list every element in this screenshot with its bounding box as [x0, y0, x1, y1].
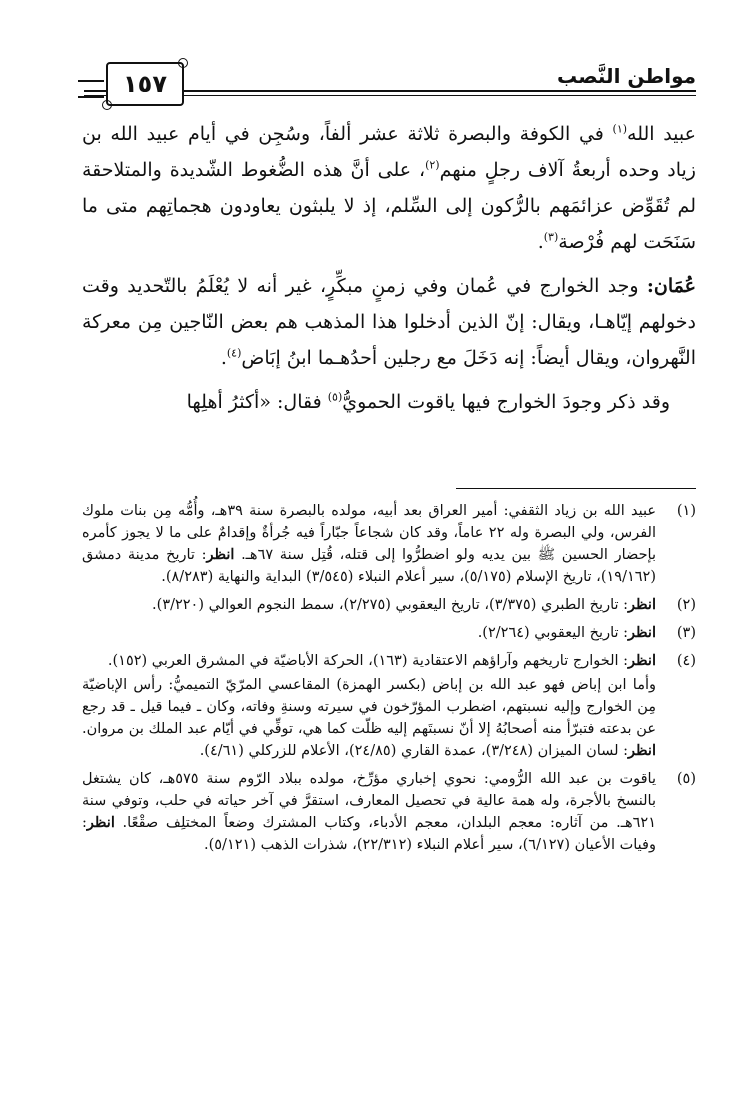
footnote-body	[82, 622, 656, 644]
text: : الخوارج تاريخهم وآراؤهم الاعتقادية (١٦٣)، الحركة الأباضيّة في المشرق العربي (١٥٢).	[107, 653, 629, 669]
footnote-line	[82, 650, 656, 672]
text: في الكوفة والبصرة ثلاثة عشر ألفاً، وسُجِن في أيام عبيد الله بن زياد وحده أربعةُ آلاف رجلٍ منهم	[82, 123, 696, 181]
text: عبيد الله بن زياد الثقفي: أمير العراق بعد أبيه، مولده بالبصرة سنة ٣٩هـ، وأُمُّه مِن بنات ملوك الفرس، ولي البصرة وله ٢٢ عاماً، وقد كان شجاعاً جبّاراً فيه جُرأةٌ وإقدامٌ على ما لا يجوز كأمره بإحضار الحسين ﷺ بين يديه ولو اضطرُّوا إلى قتله، قُتِل سنة ٦٧هـ.	[82, 503, 656, 563]
anzur-label: انظر	[628, 742, 656, 759]
section-label-oman: عُمَان:	[646, 275, 696, 297]
text: : تاريخ اليعقوبي (٢/٢٦٤).	[477, 625, 629, 641]
running-title: مواطن النَّصب	[547, 62, 696, 90]
anzur-label: انظر	[628, 596, 656, 613]
text: .	[220, 347, 227, 369]
footnote-ref-1: (١)	[612, 122, 628, 136]
footnote-body	[82, 650, 656, 762]
footnote-ref-4: (٤)	[226, 346, 242, 360]
footnote-number: (١)	[676, 503, 696, 519]
footnote-body	[82, 768, 656, 856]
text: ، على أنَّ هذه الضُّغوط الشّديدة والمتلاحقة لم تُقَوِّض عزائمَهم بالرُّكون إلى السِّلم، إذ لا يلبثون يعاودون هجماتِهم متى ما سَنَحَت لهم فُرْصة	[82, 159, 696, 253]
footnote-2	[82, 594, 696, 616]
text: عبيد الله	[627, 123, 696, 145]
text: : تاريخ الطبري (٣/٣٧٥)، تاريخ اليعقوبي (٢/٢٧٥)، سمط النجوم العوالي (٣/٢٢٠).	[152, 597, 629, 613]
footnote-separator	[456, 488, 696, 489]
text: فقال: «أكثرُ أهلِها	[186, 391, 328, 413]
footnote-subparagraph	[82, 674, 656, 762]
text: ياقوت بن عبد الله الرُّومي: نحوي إخباري مؤرِّخ، مولده ببلاد الرّوم سنة ٥٧٥هـ، كان يشتغل بالنسخ بالأجرة، وله همة عالية في تحصيل المعارف، استقرَّ في آخر حياته في حلب، وتوفي سنة ٦٢١هـ. من آثاره: معجم البلدان، معجم الأدباء، وكتاب المشترك وضعاً المختلِف صقْعًا.	[82, 771, 656, 831]
footnote-ref-3: (٣)	[543, 230, 559, 244]
anzur-label: انظر	[628, 652, 656, 669]
footnotes	[82, 500, 696, 862]
main-text	[82, 116, 696, 428]
footnote-body	[82, 500, 656, 588]
footnote-1	[82, 500, 696, 588]
footnote-number: (٢)	[676, 597, 696, 613]
footnote-4	[82, 650, 696, 762]
footnote-body	[82, 594, 656, 616]
text: وأما ابن إباض فهو عبد الله بن إباض (بكسر الهمزة) المقاعسي المرّيّ التميميُّ: رأس الإباضيّة مِن الخوارج وإليه نسبتهم، اضطرب المؤرّخون في سيرته وسنةِ وفاته، وكان ـ فيما قيل ـ قد رجع عن بدعته فتبرّأ منه أصحابُهُ إلا أنّ نسبتَهم إليه ظلّت كما هي، توفِّي في أيّام عبد الملك بن مروان.	[82, 677, 656, 737]
footnote-5	[82, 768, 696, 856]
page-header	[84, 62, 696, 106]
footnote-ref-5: (٥)	[327, 390, 343, 404]
anzur-label: انظر	[206, 546, 235, 563]
text: : لسان الميزان (٣/٢٤٨)، عمدة القاري (٢٤/٨٥)، الأعلام للزركلي (٤/٦١).	[199, 743, 629, 759]
paragraph-2	[82, 268, 696, 376]
text: .	[537, 231, 544, 253]
footnote-ref-2: (٢)	[425, 158, 440, 172]
header-ornament-lines	[78, 80, 104, 98]
page-number: ١٥٧	[106, 62, 184, 106]
text: وقد ذكر وجودَ الخوارج فيها ياقوت الحمويُّ	[342, 391, 670, 413]
paragraph-3	[82, 384, 696, 420]
anzur-label: انظر	[628, 624, 656, 641]
footnote-number: (٣)	[676, 625, 696, 641]
text: وجد الخوارج في عُمان وفي زمنٍ مبكِّرٍ، غير أنه لا يُعْلَمُ بالتّحديد وقت دخولهم إيّاهـا، ويقال: إنّ الذين أدخلوا هذا المذهب هم بعض النّاجين مِن معركة النَّهروان، ويقال أيضاً: إنه دَخَلَ مع رجلين أحدُهـما ابنُ إبَاض	[82, 275, 696, 369]
paragraph-1	[82, 116, 696, 260]
footnote-number: (٥)	[676, 771, 696, 787]
text: : وفيات الأعيان (٦/١٢٧)، سير أعلام النبلاء (٢٢/٣١٢)، شذرات الذهب (٥/١٢١).	[82, 815, 656, 853]
text: : تاريخ مدينة دمشق (١٩/١٦٢)، تاريخ الإسلام (٥/١٧٥)، سير أعلام النبلاء (٣/٥٤٥) البداية والنهاية (٨/٢٨٣).	[82, 547, 656, 585]
footnote-number: (٤)	[676, 653, 696, 669]
anzur-label: انظر	[86, 814, 115, 831]
footnote-3	[82, 622, 696, 644]
